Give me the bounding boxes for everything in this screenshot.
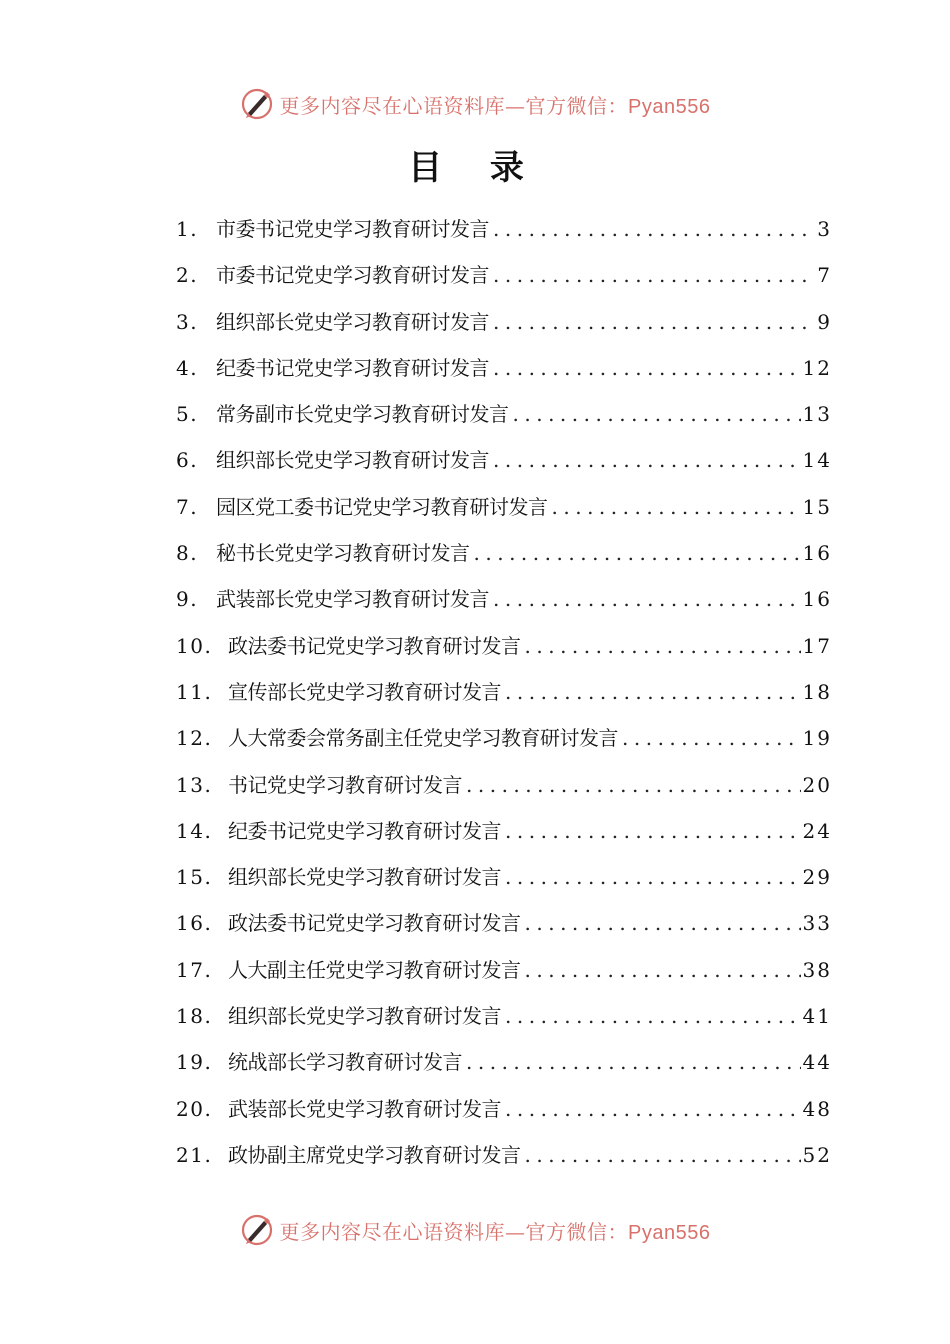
toc-leader-dots [525,623,801,669]
toc-entry-title: 武装部长党史学习教育研讨发言 [216,587,489,612]
toc-leader-dots [493,576,801,622]
toc-entry-title: 书记党史学习教育研讨发言 [228,772,462,797]
toc-entry-number: 14. [176,818,213,843]
toc-entry-number: 19. [176,1050,213,1075]
toc-entry-number: 21. [176,1142,213,1167]
toc-entry-title: 秘书长党史学习教育研讨发言 [216,541,470,566]
toc-entry[interactable] [176,993,832,1039]
toc-leader-dots [505,854,801,900]
toc-entry-page: 12 [802,355,832,380]
footer-banner [0,1210,950,1250]
toc-entry[interactable] [176,1039,832,1085]
toc-entry-title: 园区党工委书记党史学习教育研讨发言 [216,494,548,519]
toc-entry-title: 政法委书记党史学习教育研讨发言 [228,911,521,936]
toc-leader-dots [525,1132,801,1178]
toc-entry[interactable] [176,947,832,993]
toc-entry[interactable] [176,299,832,345]
header-banner [0,84,950,124]
toc-leader-dots [505,993,801,1039]
toc-entry-number: 8. [176,541,199,566]
toc-leader-dots [493,299,815,345]
toc-entry[interactable] [176,252,832,298]
toc-leader-dots [622,715,801,761]
banner-text: 更多内容尽在心语资料库—官方微信：Pyan556 [279,1219,711,1244]
toc-leader-dots [552,484,801,530]
toc-entry[interactable] [176,715,832,761]
toc-entry-number: 2. [176,263,199,288]
toc-entry-title: 组织部长党史学习教育研讨发言 [216,448,489,473]
toc-leader-dots [505,808,801,854]
toc-leader-dots [493,345,801,391]
toc-entry-page: 9 [817,309,832,334]
toc-entry-number: 7. [176,494,199,519]
toc-entry-title: 统战部长学习教育研讨发言 [228,1050,462,1075]
toc-leader-dots [525,947,801,993]
toc-entry-number: 15. [176,865,213,890]
toc-entry-page: 38 [802,957,832,982]
banner-text: 更多内容尽在心语资料库—官方微信：Pyan556 [279,93,711,118]
toc-leader-dots [505,669,801,715]
toc-entry-number: 11. [176,679,213,704]
toc-entry-page: 44 [802,1050,832,1075]
page-title: 目 录 [408,148,542,188]
toc-entry-page: 48 [802,1096,832,1121]
toc-entry[interactable] [176,854,832,900]
toc-entry[interactable] [176,437,832,483]
toc-entry-number: 6. [176,448,199,473]
toc-entry-number: 12. [176,726,213,751]
toc-leader-dots [493,437,801,483]
toc-entry-number: 13. [176,772,213,797]
toc-entry-title: 市委书记党史学习教育研讨发言 [216,263,489,288]
toc-entry-title: 常务副市长党史学习教育研讨发言 [216,402,509,427]
toc-entry-title: 人大常委会常务副主任党史学习教育研讨发言 [228,726,618,751]
toc-entry-page: 7 [817,263,832,288]
toc-entry-title: 市委书记党史学习教育研讨发言 [216,217,489,241]
toc-leader-dots [505,1086,801,1132]
toc-entry[interactable] [176,669,832,715]
toc-leader-dots [493,206,815,252]
toc-entry[interactable] [176,576,832,622]
toc-entry-page: 3 [817,217,832,241]
toc-entry-title: 人大副主任党史学习教育研讨发言 [228,957,521,982]
toc-entry-page: 41 [802,1004,832,1029]
toc-entry[interactable] [176,484,832,530]
toc-leader-dots [474,530,801,576]
toc-entry-page: 29 [802,865,832,890]
toc-entry-page: 14 [802,448,832,473]
toc-entry-title: 纪委书记党史学习教育研讨发言 [216,355,489,380]
table-of-contents [176,206,832,1178]
toc-leader-dots [466,762,801,808]
toc-entry-page: 17 [802,633,832,658]
toc-entry-title: 纪委书记党史学习教育研讨发言 [228,818,501,843]
toc-entry-number: 17. [176,957,213,982]
toc-entry-page: 13 [802,402,832,427]
toc-entry-page: 24 [802,818,832,843]
toc-entry-title: 组织部长党史学习教育研讨发言 [228,865,501,890]
toc-entry[interactable] [176,1132,832,1178]
toc-entry-page: 15 [802,494,832,519]
toc-entry-page: 18 [802,679,832,704]
toc-entry[interactable] [176,623,832,669]
toc-entry-number: 5. [176,402,199,427]
toc-entry[interactable] [176,900,832,946]
toc-entry[interactable] [176,391,832,437]
toc-leader-dots [493,252,815,298]
toc-leader-dots [513,391,801,437]
toc-entry[interactable] [176,762,832,808]
toc-entry-title: 宣传部长党史学习教育研讨发言 [228,679,501,704]
toc-entry-number: 1. [176,217,199,241]
toc-leader-dots [466,1039,801,1085]
toc-entry-number: 9. [176,587,199,612]
toc-entry[interactable] [176,530,832,576]
toc-entry-page: 33 [802,911,832,936]
toc-entry-title: 武装部长党史学习教育研讨发言 [228,1096,501,1121]
toc-entry-number: 10. [176,633,213,658]
toc-entry-number: 20. [176,1096,213,1121]
toc-entry-page: 20 [802,772,832,797]
toc-entry-title: 政协副主席党史学习教育研讨发言 [228,1142,521,1167]
toc-entry-number: 18. [176,1004,213,1029]
toc-entry-title: 政法委书记党史学习教育研讨发言 [228,633,521,658]
toc-entry-number: 3. [176,309,199,334]
toc-entry-title: 组织部长党史学习教育研讨发言 [216,309,489,334]
toc-entry-page: 52 [802,1142,832,1167]
pen-logo-icon [240,1213,274,1247]
toc-entry[interactable] [176,206,832,252]
toc-entry[interactable] [176,808,832,854]
toc-entry-page: 16 [802,541,832,566]
toc-entry-number: 4. [176,355,199,380]
toc-entry-page: 19 [802,726,832,751]
pen-logo-icon [240,87,274,121]
toc-entry-number: 16. [176,911,213,936]
toc-entry[interactable] [176,1086,832,1132]
toc-entry[interactable] [176,345,832,391]
toc-leader-dots [525,900,801,946]
toc-entry-page: 16 [802,587,832,612]
toc-entry-title: 组织部长党史学习教育研讨发言 [228,1004,501,1029]
